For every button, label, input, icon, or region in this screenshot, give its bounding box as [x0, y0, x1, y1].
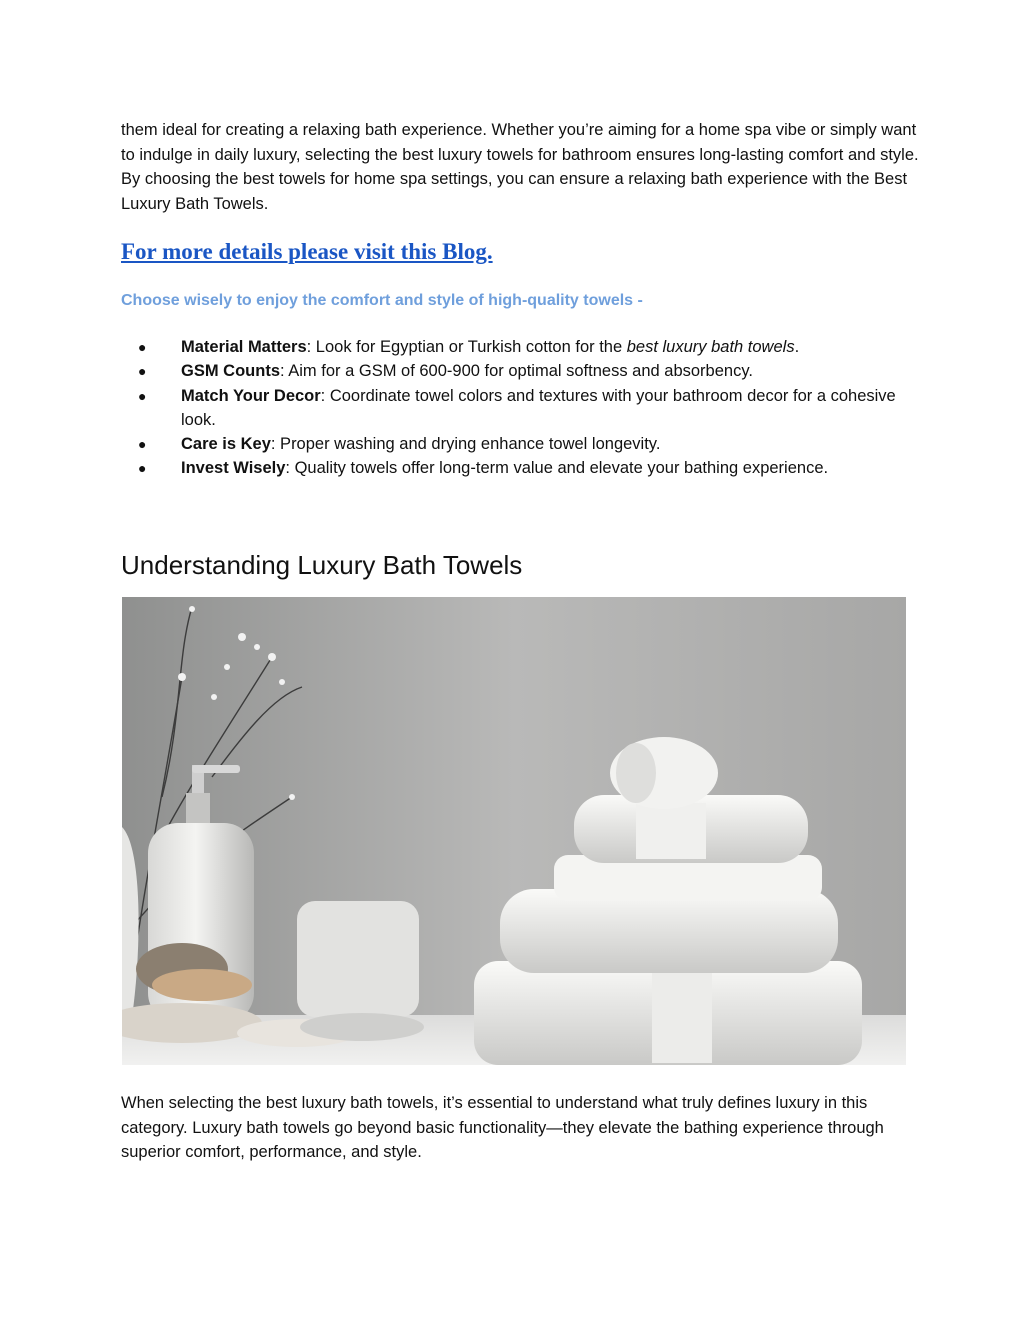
closing-paragraph: When selecting the best luxury bath towels, it’s essential to understand what truly defines luxury in this category. Luxury bath towels go beyond basic functionality—they elevate the bathing experience through superior comfort, performance, and style.	[121, 1094, 884, 1161]
bullet-icon: ●	[138, 339, 147, 355]
document-body	[121, 118, 921, 481]
tips-list	[121, 335, 921, 481]
bullet-icon: ●	[138, 436, 147, 453]
closing-section	[121, 1091, 921, 1165]
blog-link[interactable]: For more details please visit this Blog.	[121, 239, 493, 264]
list-item: ● GSM Counts: Aim for a GSM of 600-900 for optimal softness and absorbency.	[121, 359, 921, 383]
bullet-icon: ●	[138, 387, 147, 404]
bullet-icon: ●	[138, 460, 147, 477]
bullet-icon: ●	[138, 363, 147, 380]
section-title: Understanding Luxury Bath Towels	[121, 550, 523, 580]
towels-photo	[122, 597, 906, 1065]
list-item: ● Care is Key: Proper washing and drying enhance towel longevity.	[121, 432, 921, 456]
list-item: ● Match Your Decor: Coordinate towel colors and textures with your bathroom decor for a cohesive look.	[121, 384, 921, 433]
intro-paragraph: them ideal for creating a relaxing bath experience. Whether you’re aiming for a home spa vibe or simply want to indulge in daily luxury, selecting the best luxury towels for bathroom ensures long-lasting comfort and style. By choosing the best towels for home spa settings, you can ensure a relaxing bath experience with the Best Luxury Bath Towels.	[121, 121, 919, 213]
bullets-subheading: Choose wisely to enjoy the comfort and style of high-quality towels -	[121, 292, 643, 309]
list-item: ● Invest Wisely: Quality towels offer long-term value and elevate your bathing experience.	[121, 456, 921, 480]
list-item: ● Material Matters: Look for Egyptian or Turkish cotton for the best luxury bath towels.	[121, 335, 921, 359]
